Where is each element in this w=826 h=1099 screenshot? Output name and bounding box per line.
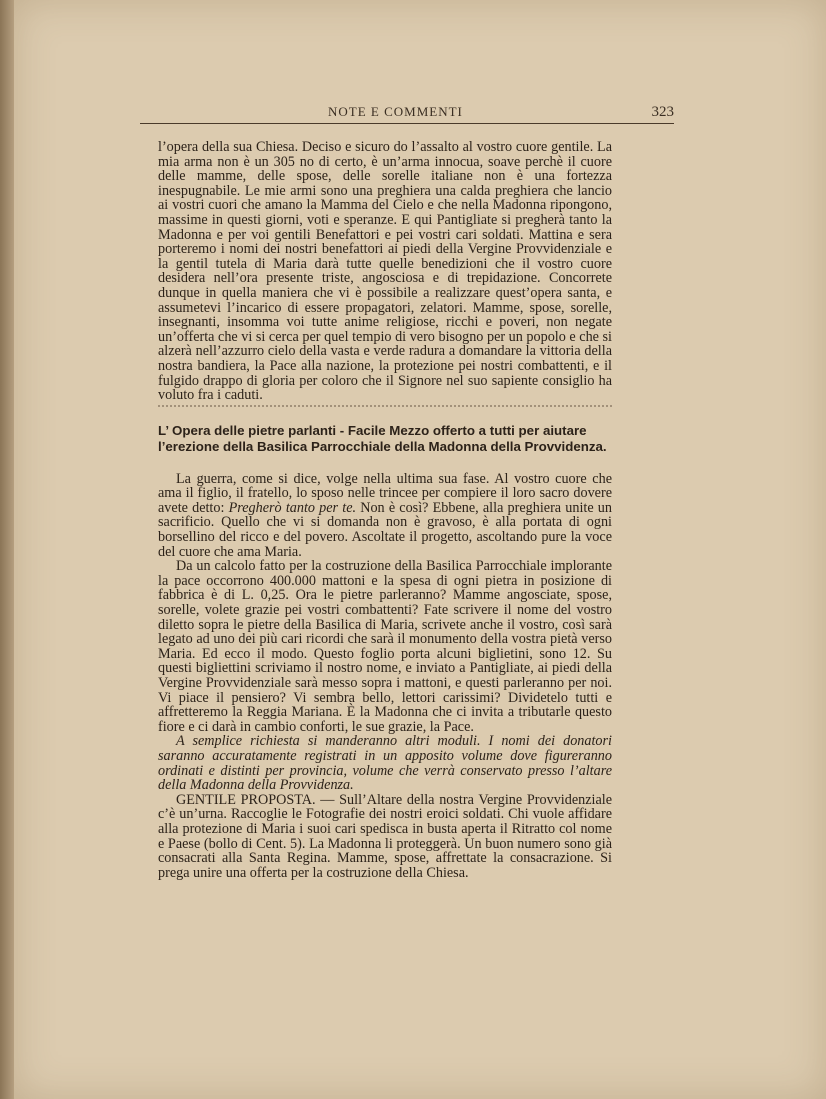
page-number: 323	[651, 104, 674, 120]
running-title: NOTE E COMMENTI	[328, 104, 463, 119]
paragraph-1	[158, 472, 612, 560]
paragraph-1-text-b: Non è così? Ebbene, alla preghiera unite un sacrificio. Quello che vi si domanda non è gravoso, è alla portata di ogni borsellino del ricco e del povero. Ascoltate il progetto, ascoltando pure la voce del cuore che ama Maria.	[158, 499, 612, 560]
paragraph-2: Da un calcolo fatto per la costruzione della Basilica Parrocchiale implorante la pace occorrono 400.000 mattoni e la spesa di ogni pietra in posizione di fabbrica è di L. 0,25. Ora le pietre parleranno? Mamme angosciate, spose, sorelle, volete grazie pei vostri combattenti? Fate scrivere il nome del vostro diletto sopra le pietre della Basilica di Maria, scrivete anche il vostro, così sarà legato ad uno dei più cari ricordi che sarà il monumento della vostra pietà verso Maria. Ed ecco il modo. Questo foglio porta alcuni biglietini, sono 12. Su questi bigliettini scriviamo il nostro nome, e inviato a Pantigliate, ai piedi della Vergine Provvidenziale sarà messo sopra i mattoni, e questi parleranno per noi. Vi piace il pensiero? Vi sembra bello, lettori carissimi? Dividetelo tutti e affretteremo la Reggia Mariana. È la Madonna che ci invita a tributarle questo fiore e ci darà in cambio conforti, le sue grazie, la Pace.	[158, 558, 612, 735]
page-header	[140, 104, 674, 126]
book-spine-shadow	[0, 0, 14, 1099]
paragraph-3: A semplice richiesta si manderanno altri moduli. I nomi dei donatori saranno accuratamente registrati in un apposito volume dove figureranno ordinati e distinti per provincia, volume che verrà conservato presso l’altare della Madonna della Provvidenza.	[158, 733, 612, 794]
paragraph-1-text-a: La guerra, come si dice, volge nella ultima sua fase. Al vostro cuore che ama il figlio, il fratello, lo sposo nelle trincee per compiere il loro sacro dovere avete detto:	[158, 470, 612, 516]
article-body	[158, 140, 612, 880]
intro-paragraph: l’opera della sua Chiesa. Deciso e sicuro do l’assalto al vostro cuore gentile. La mia arma non è un 305 no di certo, è un’arma innocua, soave perchè il cuore delle mamme, delle spose, delle sorelle italiane non è una fortezza inespugnabile. Le mie armi sono una preghiera una calda preghiera che lancio ai vostri cuori che amano la Mamma del Cielo e che nella Madonna ripongono, massime in questi giorni, voti e speranze. E qui Pantigliate si pregherà tanto la Madonna e per voi gentili Benefattori e pei vostri cari soldati. Mattina e sera porteremo i nomi dei nostri benefattori ai piedi della Vergine Provvidenziale e la gentil tutela di Maria darà tutte quelle benedizioni che il vostro cuore desidera nell’ora presente triste, angosciosa e di trepidazione. Concorrete dunque in quella maniera che vi è possibile a realizzare quest’opera santa, e assumetevi l’incarico di essere propagatori, zelatori. Mamme, spose, sorelle, insegnanti, insomma voi tutte anime religiose, ricchi e poveri, non negate un’offerta che vi si cerca per quel tempio di vero bisogno per un popolo e che si alzerà nell’azzurro cielo della vasta e verde radura a domandare la vittoria della nostra bandiera, la Pace alla nazione, la protezione pei nostri combattenti, e il fulgido drappo di gloria per coloro che il Signore nel suo sapiente consiglio ha voluto fra i caduti.	[158, 139, 612, 404]
header-rule	[140, 123, 674, 124]
paragraph-1-quote: Pregherò tanto per te.	[228, 499, 357, 516]
section-heading: L’ Opera delle pietre parlanti - Facile Mezzo offerto a tutti per aiutare l’erezione della Basilica Parrocchiale della Madonna della Provvidenza.	[158, 422, 607, 455]
section-divider	[158, 405, 612, 407]
paragraph-4: GENTILE PROPOSTA. — Sull’Altare della nostra Vergine Provvidenziale c’è un’urna. Raccoglie le Fotografie dei nostri eroici soldati. Chi vuole affidare alla protezione di Maria i suoi cari spedisca in busta aperta il Ritratto col nome e Paese (bollo di Cent. 5). La Madonna li proteggerà. Un buon numero sono già consacrati alla Santa Regina. Mamme, spose, affrettate la consacrazione. Si prega unire una offerta per la costruzione della Chiesa.	[158, 791, 612, 881]
